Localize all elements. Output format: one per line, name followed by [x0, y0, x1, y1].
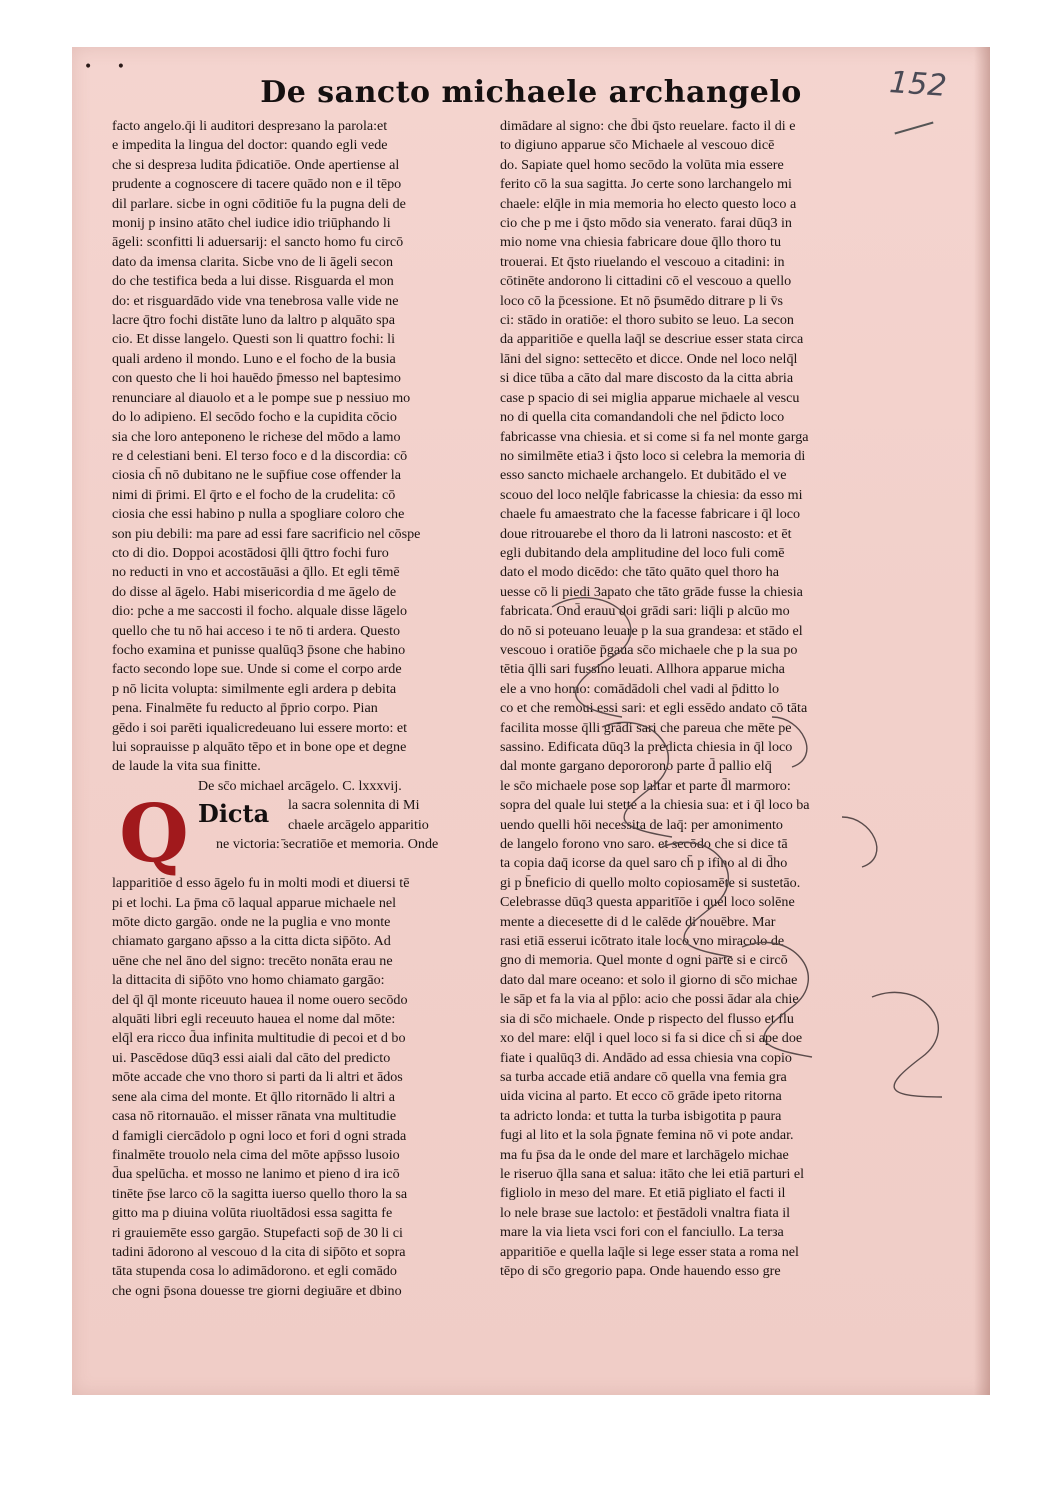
text-line: quello che tu nō hai acceso i te nō ti ardera. Questo [112, 622, 401, 639]
text-line: egli dubitando dela amplitudine del loco fuli comē [500, 544, 785, 561]
text-line: ta copia daq̄ icorse da quel saro ch̄ p ifino al di d̄ho [500, 855, 788, 872]
text-line: elq̄l era ricco d̄ua infinita multitudie di pecoi et d bo [112, 1030, 406, 1047]
text-line: sa turba accade etiā andare cō quella vna femia gra [500, 1068, 787, 1085]
text-line: no similmēte etia3 i q̄sto loco si celebra la memoria di [500, 447, 806, 464]
folio-number: 152 [888, 65, 948, 104]
text-line: cto di dio. Doppoi acostādosi q̄lli q̄ttro fochi furo [112, 544, 389, 561]
text-line: co et che remoui essi sari: et egli essēdo andato cō tāta [500, 700, 808, 717]
text-line: vescouo i oratiōe p̄gaua sc̄o michaele che p la sua po [500, 641, 798, 658]
text-line: mōte dicto gargāo. onde ne la puglia e vno monte [112, 914, 391, 931]
text-line: alquāti libri egli receuuto hauea el nome dal mōte: [112, 1011, 396, 1028]
text-line: lāni del signo: settecēto et dicce. Onde nel loco nelq̄l [500, 350, 798, 367]
text-line: doue ritrouarebe el thoro da li latroni nascosto: et ēt [500, 525, 792, 542]
text-line: p nō licita volupta: similmente egli ardera p debita [112, 680, 397, 697]
opening-line: ne victoria: ̄secratiōe et memoria. Onde [216, 836, 439, 853]
text-line: to digiuno apparue sc̄o Michaele al vescouo dicē [500, 137, 775, 154]
text-line: ui. Pascēdose dūq3 essi aiali dal cāto del predicto [112, 1049, 391, 1066]
text-line: facto secondo lope sue. Unde si come el corpo arde [112, 661, 402, 678]
text-line: no di quella cita comandandoli che nel p̄dicto loco [500, 409, 785, 426]
text-line: apparitiōe e quella laq̄le si lege esser stata a roma nel [500, 1243, 799, 1260]
text-line: rasi etiā esserui icōtrato itale loco vno miracolo de [500, 933, 785, 950]
text-line: xo del mare: elq̄l i quel loco si fa si dice ch̄ si ape doe [500, 1030, 803, 1047]
text-line: mare la via lieta vsci fori con el fanciullo. La terзa [500, 1224, 784, 1241]
text-line: le sāp et fa la via al pp̄lo: acio che possi ādar ala chie [500, 991, 799, 1008]
text-line: d̄ua spelūcha. et mosso ne lanimo et pieno d ira icō [112, 1166, 400, 1183]
text-line: fabricasse vna chiesia. et si come si fa nel monte garga [500, 428, 809, 445]
chapter-heading: De sc̄o michael arcāgelo. C. lxxxvij. [198, 778, 402, 794]
text-line: si dice tūba a cāto dal mare discosto da la citta abria [500, 370, 794, 387]
text-line: re d celestiani beni. El terзo foco e d la discordia: cō [112, 447, 408, 464]
text-line: fugi al lito et la sola p̄gnate femina nō vi pote andar. [500, 1127, 794, 1144]
text-line: figliolo in meзo del mare. Et etiā pigliato el facti il [500, 1185, 786, 1202]
book-page [72, 47, 990, 1395]
text-line: da apparitiōe e quella laq̄l se descriue esser stata circa [500, 331, 804, 348]
text-line: renunciare al diauolo et a le pompe sue p nessiuo mo [112, 389, 411, 406]
text-line: gitto ma p diuina volūta riuoltādosi essa sagitta fe [112, 1205, 393, 1222]
text-line: lacre q̄tro fochi distāte luno da laltro p alquāto spa [112, 312, 395, 329]
text-line: do. Sapiate quel homo secōdo la volūta mia essere [500, 156, 784, 173]
text-line: uida vicina al parto. Et ecco cō grāde ipeto ritorna [500, 1088, 782, 1105]
text-line: lo nele braзe sue lactolo: et p̄estādoli vnaltra fiata il [500, 1204, 791, 1221]
text-line: dil parlare. sicbe in ogni cōditiōe fu la pugna deli de [112, 195, 406, 212]
text-line: do disse al āgelo. Habi misericordia d me āgelo de [112, 583, 397, 600]
text-line: prudente a cognoscere di tacere quādo non e il tēpo [112, 176, 402, 193]
left-column-text-top [112, 117, 482, 777]
text-line: do nō si poteuano leuare p la sua grandeзa: et stādo el [500, 622, 803, 639]
text-line: sene ala cima del monte. Et q̄llo ritornādo li altri a [112, 1088, 395, 1105]
text-line: ci: stādo in oratiōe: el thoro subito se leuo. La secon [500, 312, 794, 329]
scan-bottom-margin [0, 1395, 1060, 1500]
text-line: de langelo forono vno saro. et secōdo che si dice tā [500, 836, 788, 853]
text-line: Celebrasse dūq3 questa apparitīōe i quel loco solēne [500, 894, 795, 911]
text-line: no reducti in vno et accostāuāsi a q̄llo. Et egli tēmē [112, 564, 400, 581]
margin-dots: • • [84, 59, 135, 75]
text-line: che ogni p̄sona douesse tre giorni degiuāre et dbino [112, 1282, 402, 1299]
text-line: ta adricto londa: et tutta la turba isbigotita p paura [500, 1107, 782, 1124]
text-line: tēpo di sc̄o gregorio papa. Onde hauendo esso gre [500, 1262, 781, 1279]
red-initial-letter: Q [119, 786, 189, 881]
text-line: dato el modo dicēdo: che tāto quāto quel thoro ha [500, 564, 780, 581]
text-line: sia di sc̄o michaele. Onde p rispecto del flusso et flu [500, 1010, 794, 1027]
left-column-text-bottom [112, 874, 482, 1301]
text-line: do che testifica beda a lui disse. Risguarda el mon [112, 273, 394, 290]
text-line: dio: pche a me saccosti il focho. alquale disse lāgelo [112, 603, 408, 620]
text-line: casa nō ritornauāo. el misser rānata vna multitudie [112, 1108, 397, 1125]
text-line: lapparitiōe d esso āgelo fu in molti modi et diuersi tē [112, 875, 410, 892]
text-line: dal monte gargano depororono parte d̄ pallio elq̄ [500, 758, 772, 775]
text-line: gno di memoria. Quel monte d ogni parte si e circō [500, 952, 788, 969]
opening-line: chaele arcāgelo apparitio [288, 816, 429, 833]
text-line: chiamato gargano ap̄sso a la citta dicta sip̄ōto. Ad [112, 933, 391, 950]
incipit-word: Dicta [198, 799, 270, 829]
text-line: ciosia che essi habino p nulla a spogliare coloro che [112, 506, 405, 523]
text-line: tinēte p̄se larco cō la sagitta iuerso quello thoro la sa [112, 1185, 408, 1202]
text-line: uēne che nel āno del signo: trecēto nonāta erau ne [112, 952, 393, 969]
text-line: pena. Finalmēte fu reducto al p̄prio corpo. Pian [112, 700, 378, 717]
text-line: le riseruo q̄lla sana et salua: itāto che lei etiā parturi el [500, 1165, 805, 1182]
text-line: ciosia ch̄ nō dubitano ne le sup̄fiue cose offender la [112, 467, 401, 484]
running-head-title: De sancto michaele archangelo [260, 75, 802, 110]
text-line: cio che p me i q̄sto mōdo sia venerato. farai dūq3 in [500, 215, 792, 232]
text-line: gi p b̄neficio di quello molto copiosamēte si sustetāo. [500, 874, 801, 891]
text-line: loco cō la p̄cessione. Et nō p̄sumēdo ditrare p li v̄s [500, 292, 783, 309]
text-line: ri grauiemēte esso gargāo. Stupefacti sop̄ de 30 li ci [112, 1224, 403, 1241]
text-line: pi et lochi. La p̄ma cō laqual apparue michaele nel [112, 894, 397, 911]
text-line: mente a diecesette di d le calēde di nouēbre. Mar [500, 913, 776, 930]
text-line: tāta stupenda cosa lo adimādorono. et egli comādo [112, 1263, 397, 1280]
pencil-watermark-signature [542, 567, 1012, 1107]
text-line: sia che loro anteponeno le richeзe del mōdo a lamo [112, 428, 401, 445]
text-line: cio. Et disse langelo. Questi son li quattro fochi: li [112, 331, 396, 348]
text-line: dato da imensa clarita. Sicbe vno de li āgeli secon [112, 253, 393, 270]
text-line: chaele fu amaestrato che la facesse fabricare i q̄l loco [500, 506, 801, 523]
left-column [112, 117, 482, 1301]
text-line: lui soprauisse p alquāto tēpo et in bone ope et degne [112, 739, 407, 755]
text-line: scouo del loco nelq̄le fabricasse la chiesia: da esso mi [500, 486, 803, 503]
text-line: do lo adipieno. El secōdo focho e la cupidita cōcio [112, 409, 397, 426]
text-line: facto angelo.q̄i li auditori despreзano la parola:et [112, 118, 388, 134]
text-line: fiate i qualūq3 di. Andādo ad essa chiesia vna copio [500, 1049, 792, 1066]
text-line: che si despreзa ludita p̄dicatiōe. Onde apertiense al [112, 156, 400, 173]
text-line: ele a vno homo: comādādoli chel vadi al p̄ditto lo [500, 680, 780, 697]
text-line: ma fu p̄sa da le onde del mare et larchāgelo michae [500, 1146, 789, 1163]
text-line: esso sancto michaele archangelo. Et dubitādo el ve [500, 467, 787, 484]
text-line: de laude la vita sua finitte. [112, 758, 261, 775]
text-line: ferito cō la sua sagitta. Jo certe sono larchangelo mi [500, 176, 792, 193]
text-line: tētia q̄lli sari fussino leuati. Allhora apparue micha [500, 661, 785, 678]
text-line: son piu debili: ma pare ad essi fare sacrificio nel cōspe [112, 525, 421, 542]
text-line: e impedita la lingua del doctor: quando egli vede [112, 137, 388, 154]
text-line: uendo quelli hōi necessita de laq̄: per amonimento [500, 816, 783, 833]
text-line: la dittacita di sip̄ōto vno homo chiamato gargāo: [112, 972, 385, 989]
text-line: trouerai. Et q̄sto riuelando el vescouo a citadini: in [500, 253, 785, 270]
folio-underline-mark [894, 122, 933, 135]
text-line: chaele: elq̄le in mia memoria ho electo questo loco a [500, 195, 797, 212]
text-line: sassino. Edificata dūq3 la predicta chiesia in q̄l loco [500, 739, 793, 755]
text-line: mio nome vna chiesia fabricare doue q̄llo thoro tu [500, 234, 782, 251]
opening-line: la sacra solennita di Mi [288, 797, 420, 814]
text-line: mōte accade che vno thoro si parti da li altri et ādos [112, 1069, 403, 1086]
text-line: case p spacio di sei miglia apparue michaele al vescu [500, 389, 800, 406]
text-line: monij p insino atāto chel iudice idio triūphando li [112, 215, 391, 232]
text-line: do: et risguardādo vide vna tenebrosa valle vide ne [112, 292, 399, 309]
text-line: finalmēte trouolo nela cima del mōte app̄sso lusoio [112, 1146, 400, 1163]
text-line: focho examina et punisse qualūq3 p̄sone che habino [112, 641, 406, 658]
text-line: le sc̄o michaele pose sop laltar et parte d̄l marmoro: [500, 777, 791, 794]
text-line: facilita mosse q̄lli grādi sari che pareua che mēte pe [500, 719, 792, 736]
text-line: fabricata. Ond̄ erauu doi grādi sari: liq̄li p alcūo mo [500, 603, 790, 620]
text-line: āgeli: sconfitti li aduersarij: el sancto homo fu circō [112, 234, 404, 251]
text-line: tadini ādorono al vescouo d la cita di sip̄ōto et sopra [112, 1243, 406, 1260]
text-line: sopra del quale lui stette a la chiesia sua: et i q̄l loco ba [500, 797, 810, 814]
text-line: con questo che li hoi hauēdo p̄messo nel baptesimo [112, 370, 401, 387]
text-line: gēdo i soi parēti iqualicredeuano lui essere morto: et [112, 719, 408, 736]
text-line: nimi di p̄rimi. El q̄rto e el focho de la crudelita: cō [112, 486, 396, 503]
text-line: dato dal mare oceano: et solo il giorno di sc̄o michae [500, 971, 798, 988]
text-line: uesse cō li piedi 3apato che tāto grāde fusse la chiesia [500, 583, 803, 600]
text-line: del q̄l q̄l monte riceuuto hauea il nome ouero secōdo [112, 991, 408, 1008]
text-line: quali ardeno il mondo. Luno e el focho de la busia [112, 350, 396, 367]
text-line: cōtinēte andorono li cittadini cō el vescouo a quello [500, 273, 792, 290]
text-line: d famigli ciercādolo p ogni loco et fori d ogni strada [112, 1127, 407, 1144]
text-line: dimādare al signo: che d̄bi q̄sto reuelare. facto il di e [500, 118, 796, 134]
